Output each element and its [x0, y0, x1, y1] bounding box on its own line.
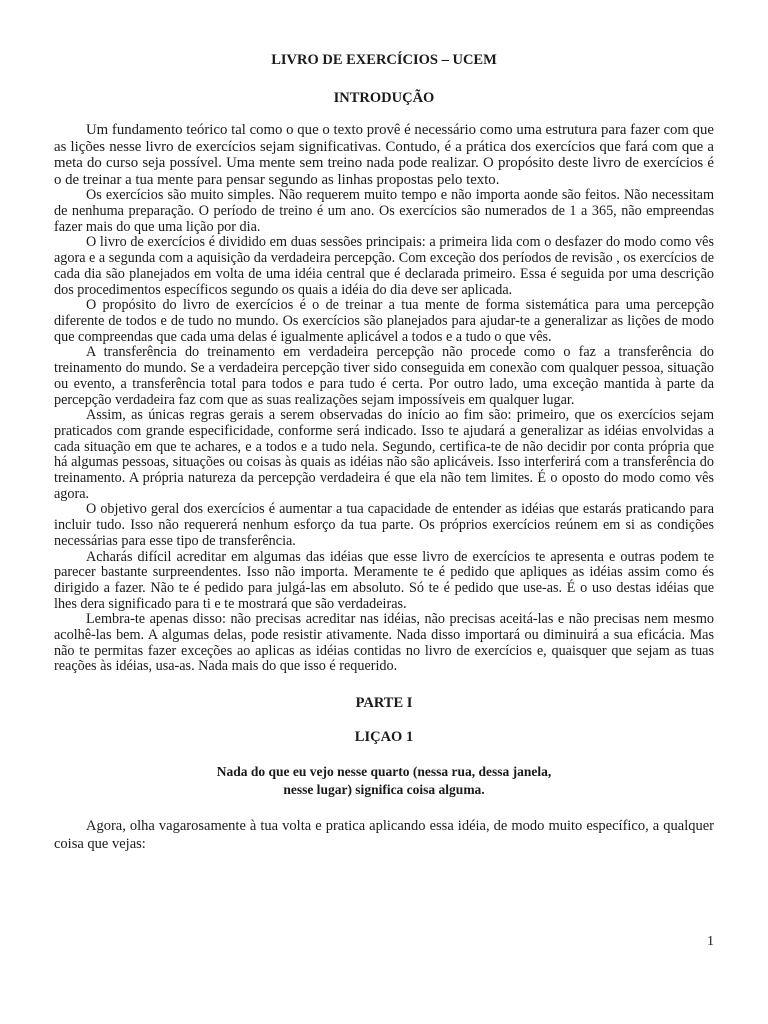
paragraph: O propósito do livro de exercícios é o de treinar a tua mente de forma sistemática para uma percepção diferente de todos e de tudo no mundo. Os exercícios são planejados para ajudar-te a generalizar as lições de modo que compreendas que cada uma delas é igualmente aplicável a todos e a tudo o que vês.	[54, 297, 714, 345]
page-number: 1	[707, 934, 714, 949]
paragraph: O livro de exercícios é dividido em duas sessões principais: a primeira lida com o desfazer do modo como vês agora e a segunda com a aquisição da verdadeira percepção. Com exceção dos períodos de revisão , os exercícios de cada dia são planejados em volta de uma idéia central que é declarada primeiro. Essa é seguida por uma descrição dos procedimentos específicos segundo os quais a idéia do dia deve ser aplicada.	[54, 234, 714, 298]
paragraph: O objetivo geral dos exercícios é aumentar a tua capacidade de entender as idéias que estarás praticando para incluir tudo. Isso não requererá nenhum esforço da tua parte. Os próprios exercícios reúnem em si as condições necessárias para esse tipo de transferência.	[54, 501, 714, 549]
paragraph: Assim, as únicas regras gerais a serem observadas do início ao fim são: primeiro, que os exercícios sejam praticados com grande especificidade, conforme será indicado. Isso te ajudará a generalizar as idéias envolvidas a cada situação em que te achares, e a todos e a tudo nela. Segundo, certifica-te de não decidir por conta própria que há algumas pessoas, situações ou coisas às quais as idéias não são aplicáveis. Isso interferirá com a transferência do treinamento. A própria natureza da percepção verdadeira é que ela não tem limites. É o oposto do modo como vês agora.	[54, 407, 714, 502]
document-page	[54, 50, 714, 853]
lesson-idea	[54, 763, 714, 799]
document-title: LIVRO DE EXERCÍCIOS – UCEM	[271, 52, 497, 68]
part-heading: PARTE I	[355, 695, 413, 712]
paragraph: A transferência do treinamento em verdadeira percepção não procede como o faz a transferência do treinamento do mundo. Se a verdadeira percepção tiver sido conseguida em conexão com qualquer pessoa, situação ou evento, a transferência total para todos e para tudo é certa. Por outro lado, uma exceção mantida à parte da percepção verdadeira faz com que as suas realizações sejam impossíveis em qualquer lugar.	[54, 344, 714, 408]
lesson-idea-line: nesse lugar) significa coisa alguma.	[283, 782, 485, 798]
paragraph: Os exercícios são muito simples. Não requerem muito tempo e não importa aonde são feitos. Não necessitam de nenhuma preparação. O período de treino é um ano. Os exercícios são numerados de 1 a 365, não empreendas fazer mais do que uma lição por dia.	[54, 187, 714, 235]
intro-body	[54, 122, 714, 675]
paragraph: Lembra-te apenas disso: não precisas acreditar nas idéias, não precisas aceitá-las e não precisas nem mesmo acolhê-las bem. A algumas delas, pode resistir ativamente. Nada disso importará ou diminuirá a sua eficácia. Mas não te permitas fazer exceções ao aplicas as idéias contidas no livro de exercícios e, quaisquer que sejam as tuas reações às idéias, usa-as. Nada mais do que isso é requerido.	[54, 611, 714, 675]
paragraph: Um fundamento teórico tal como o que o texto provê é necessário como uma estrutura para fazer com que as lições nesse livro de exercícios sejam significativas. Contudo, é a prática dos exercícios que fará com que a meta do curso seja possível. Uma mente sem treino nada pode realizar. O propósito deste livro de exercícios é o de treinar a tua mente para pensar segundo as linhas propostas pelo texto.	[54, 122, 714, 188]
intro-heading: INTRODUÇÃO	[333, 90, 435, 106]
paragraph: Acharás difícil acreditar em algumas das idéias que esse livro de exercícios te apresenta e outras podem te parecer bastante surpreendentes. Isso não importa. Meramente te é pedido que apliques as idéias assim como és dirigido a fazer. Não te é pedido para julgá-las em absoluto. Só te é pedido que use-as. É o uso destas idéias que lhes dera significado para ti e te mostrará que são verdadeiras.	[54, 548, 714, 612]
lesson-heading: LIÇAO 1	[354, 729, 414, 746]
lesson-body: Agora, olha vagarosamente à tua volta e pratica aplicando essa idéia, de modo muito específico, a qualquer coisa que vejas:	[54, 818, 714, 853]
lesson-idea-line: Nada do que eu vejo nesse quarto (nessa rua, dessa janela,	[216, 764, 552, 780]
